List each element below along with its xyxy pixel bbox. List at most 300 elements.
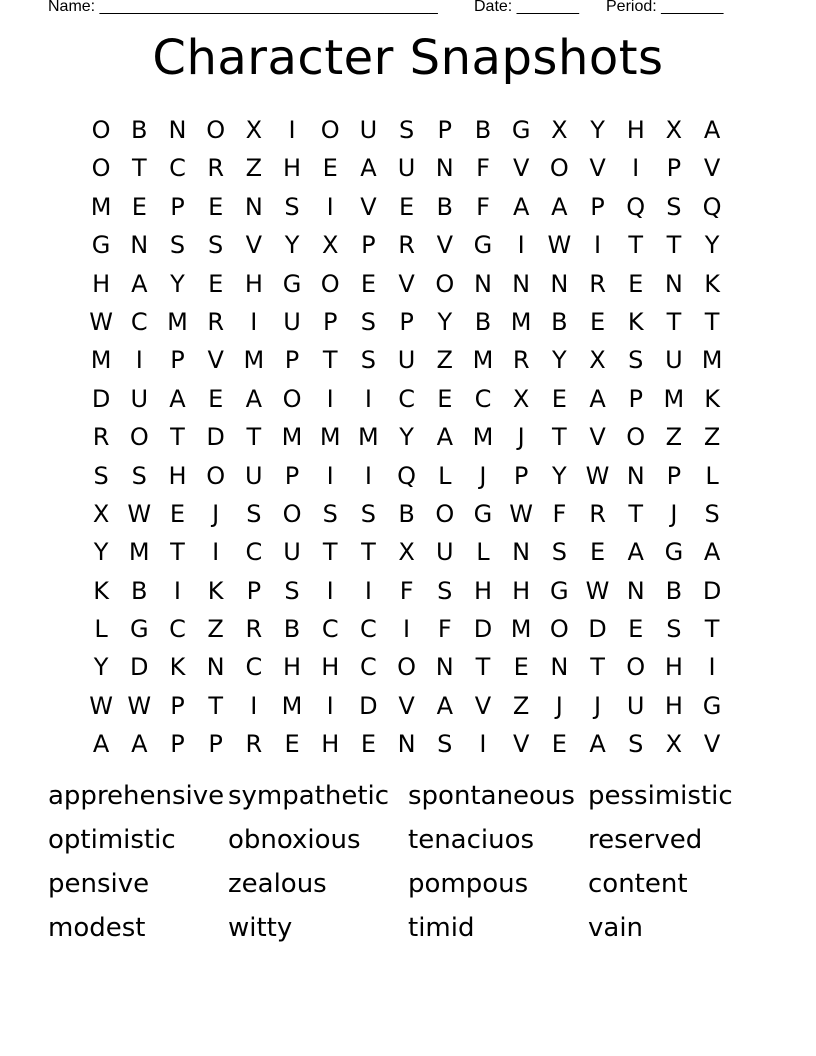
grid-letter: P bbox=[361, 231, 376, 260]
grid-letter: C bbox=[474, 384, 492, 413]
grid-letter: V bbox=[589, 423, 606, 452]
grid-letter: P bbox=[170, 346, 185, 375]
word-bank-item: obnoxious bbox=[228, 825, 361, 855]
grid-letter: C bbox=[245, 538, 263, 567]
word-bank-item: timid bbox=[408, 913, 475, 943]
grid-letter: W bbox=[585, 461, 610, 490]
grid-letter: S bbox=[284, 192, 300, 221]
grid-letter: E bbox=[513, 653, 529, 682]
grid-letter: M bbox=[358, 423, 379, 452]
grid-letter: T bbox=[170, 538, 185, 567]
grid-letter: U bbox=[283, 538, 301, 567]
grid-letter: A bbox=[436, 423, 453, 452]
grid-letter: H bbox=[92, 269, 111, 298]
page-title: Character Snapshots bbox=[152, 30, 664, 86]
grid-letter: T bbox=[208, 691, 223, 720]
grid-letter: H bbox=[283, 154, 302, 183]
grid-letter: D bbox=[206, 423, 225, 452]
grid-letter: U bbox=[130, 384, 149, 413]
grid-letter: K bbox=[627, 307, 644, 336]
grid-letter: V bbox=[512, 154, 530, 183]
grid-letter: B bbox=[283, 615, 301, 644]
grid-letter: R bbox=[512, 346, 530, 375]
grid-letter: B bbox=[131, 116, 148, 144]
grid-letter: S bbox=[398, 116, 415, 144]
grid-letter: G bbox=[282, 269, 302, 298]
grid-row bbox=[82, 613, 731, 651]
grid-letter: A bbox=[627, 538, 644, 567]
grid-row bbox=[82, 575, 731, 613]
grid-letter: S bbox=[628, 730, 644, 759]
grid-letter: U bbox=[665, 346, 683, 375]
grid-letter: H bbox=[664, 653, 683, 682]
grid-letter: T bbox=[552, 423, 567, 452]
grid-row bbox=[82, 191, 731, 229]
grid-letter: M bbox=[472, 423, 494, 452]
grid-letter: P bbox=[628, 384, 643, 413]
grid-letter: O bbox=[435, 499, 455, 528]
grid-letter: A bbox=[512, 192, 530, 221]
grid-letter: C bbox=[398, 384, 415, 413]
grid-row bbox=[82, 536, 731, 574]
word-bank-item: vain bbox=[588, 913, 644, 943]
grid-letter: T bbox=[322, 538, 338, 567]
grid-letter: K bbox=[704, 384, 720, 413]
grid-letter: F bbox=[552, 499, 567, 528]
grid-letter: D bbox=[473, 615, 493, 644]
word-bank-item: pessimistic bbox=[588, 781, 733, 811]
name-field-label: Name: ______________________________________ bbox=[48, 0, 438, 15]
word-bank-item: content bbox=[588, 869, 688, 899]
grid-letter: N bbox=[512, 269, 531, 298]
grid-letter: H bbox=[473, 576, 492, 605]
grid-letter: N bbox=[512, 538, 531, 567]
grid-letter: B bbox=[665, 576, 683, 605]
grid-letter: U bbox=[626, 691, 645, 720]
grid-letter: D bbox=[91, 384, 111, 413]
grid-letter: S bbox=[704, 499, 720, 528]
grid-letter: T bbox=[131, 154, 147, 183]
grid-letter: S bbox=[208, 231, 224, 260]
grid-letter: I bbox=[364, 461, 372, 490]
grid-letter: Y bbox=[284, 231, 300, 260]
grid-letter: N bbox=[206, 653, 225, 682]
grid-letter: T bbox=[590, 653, 605, 682]
grid-letter: P bbox=[170, 192, 185, 221]
grid-letter: X bbox=[589, 346, 606, 375]
grid-letter: Y bbox=[170, 269, 185, 298]
grid-letter: Q bbox=[397, 461, 417, 490]
grid-letter: I bbox=[632, 154, 640, 183]
grid-letter: T bbox=[704, 307, 720, 336]
grid-letter: R bbox=[207, 307, 224, 336]
word-bank-item: modest bbox=[48, 913, 146, 943]
grid-letter: C bbox=[321, 615, 339, 644]
grid-letter: M bbox=[90, 192, 112, 221]
grid-letter: X bbox=[245, 116, 263, 144]
grid-letter: W bbox=[585, 576, 610, 605]
grid-letter: X bbox=[512, 384, 530, 413]
word-bank-item: witty bbox=[228, 913, 293, 943]
grid-letter: Y bbox=[93, 538, 109, 567]
grid-letter: A bbox=[131, 269, 148, 298]
grid-letter: X bbox=[398, 538, 415, 567]
grid-letter: K bbox=[704, 269, 720, 298]
grid-letter: B bbox=[474, 307, 492, 336]
grid-letter: E bbox=[437, 384, 453, 413]
word-bank-item: optimistic bbox=[48, 825, 176, 855]
grid-letter: H bbox=[321, 730, 340, 759]
grid-letter: I bbox=[326, 691, 334, 720]
grid-letter: O bbox=[626, 423, 646, 452]
grid-letter: I bbox=[250, 307, 258, 336]
grid-letter: H bbox=[512, 576, 531, 605]
grid-letter: A bbox=[589, 384, 606, 413]
grid-letter: V bbox=[398, 269, 415, 298]
grid-letter: R bbox=[245, 615, 263, 644]
grid-letter: U bbox=[397, 346, 416, 375]
grid-letter: T bbox=[361, 538, 376, 567]
grid-letter: L bbox=[476, 538, 490, 567]
grid-letter: O bbox=[549, 615, 569, 644]
grid-letter: F bbox=[476, 154, 490, 183]
grid-letter: P bbox=[246, 576, 262, 605]
grid-letter: D bbox=[359, 691, 378, 720]
grid-letter: E bbox=[628, 615, 644, 644]
grid-letter: M bbox=[510, 615, 532, 644]
grid-letter: L bbox=[705, 461, 719, 490]
grid-letter: R bbox=[589, 269, 606, 298]
grid-letter: Z bbox=[245, 154, 263, 183]
grid-letter: I bbox=[173, 576, 181, 605]
grid-letter: A bbox=[589, 730, 606, 759]
grid-letter: P bbox=[513, 461, 529, 490]
grid-row bbox=[82, 690, 731, 728]
grid-letter: I bbox=[326, 384, 334, 413]
grid-letter: Y bbox=[552, 461, 567, 490]
grid-letter: M bbox=[243, 346, 265, 375]
grid-letter: M bbox=[663, 384, 685, 413]
grid-letter: N bbox=[626, 461, 645, 490]
grid-letter: I bbox=[250, 691, 258, 720]
grid-letter: N bbox=[244, 192, 263, 221]
grid-letter: F bbox=[476, 192, 490, 221]
grid-letter: V bbox=[245, 231, 263, 260]
grid-letter: E bbox=[360, 730, 376, 759]
grid-letter: O bbox=[206, 461, 226, 490]
grid-row bbox=[82, 460, 731, 498]
grid-letter: I bbox=[593, 231, 602, 260]
grid-letter: C bbox=[130, 307, 148, 336]
grid-letter: E bbox=[589, 538, 606, 567]
grid-letter: J bbox=[593, 691, 602, 720]
grid-letter: W bbox=[547, 231, 572, 260]
grid-letter: V bbox=[360, 192, 377, 221]
grid-letter: G bbox=[91, 231, 111, 260]
grid-letter: V bbox=[207, 346, 224, 375]
word-bank-item: zealous bbox=[228, 869, 327, 899]
grid-letter: N bbox=[473, 269, 492, 298]
grid-letter: A bbox=[245, 384, 263, 413]
grid-letter: Z bbox=[665, 423, 683, 452]
grid-letter: U bbox=[397, 154, 416, 183]
word-bank-item: reserved bbox=[588, 825, 703, 855]
grid-letter: N bbox=[626, 576, 645, 605]
grid-letter: T bbox=[628, 231, 644, 260]
grid-letter: T bbox=[666, 307, 682, 336]
grid-letter: I bbox=[212, 538, 220, 567]
grid-letter: P bbox=[284, 346, 300, 375]
grid-letter: X bbox=[321, 231, 339, 260]
grid-letter: N bbox=[550, 653, 569, 682]
grid-letter: M bbox=[90, 346, 112, 375]
grid-row bbox=[82, 498, 731, 536]
grid-letter: O bbox=[549, 154, 569, 183]
grid-letter: S bbox=[360, 307, 377, 336]
grid-letter: A bbox=[169, 384, 186, 413]
grid-letter: Q bbox=[702, 192, 722, 221]
grid-letter: B bbox=[551, 307, 568, 336]
grid-letter: R bbox=[207, 154, 224, 183]
grid-letter: W bbox=[89, 307, 113, 336]
grid-letter: Y bbox=[93, 653, 109, 682]
grid-letter: S bbox=[666, 192, 682, 221]
grid-letter: N bbox=[435, 653, 454, 682]
grid-letter: F bbox=[399, 576, 414, 605]
grid-letter: K bbox=[93, 576, 109, 605]
grid-letter: Z bbox=[512, 691, 530, 720]
grid-letter: G bbox=[550, 576, 569, 605]
grid-letter: O bbox=[282, 499, 302, 528]
grid-letter: P bbox=[170, 730, 185, 759]
grid-row bbox=[82, 421, 731, 459]
grid-letter: Z bbox=[703, 423, 721, 452]
word-bank-item: tenaciuos bbox=[408, 825, 535, 855]
grid-letter: X bbox=[551, 116, 568, 144]
grid-letter: M bbox=[319, 423, 341, 452]
grid-letter: J bbox=[555, 691, 563, 720]
grid-letter: O bbox=[91, 154, 111, 183]
grid-letter: T bbox=[704, 615, 720, 644]
grid-letter: G bbox=[702, 691, 722, 720]
grid-letter: C bbox=[360, 615, 377, 644]
grid-row bbox=[82, 114, 731, 152]
grid-letter: W bbox=[89, 691, 113, 720]
grid-letter: I bbox=[326, 576, 334, 605]
grid-letter: M bbox=[281, 691, 303, 720]
grid-letter: C bbox=[169, 615, 186, 644]
grid-letter: V bbox=[589, 154, 606, 183]
grid-letter: X bbox=[665, 730, 683, 759]
grid-letter: E bbox=[208, 384, 224, 413]
grid-letter: E bbox=[284, 730, 300, 759]
grid-letter: N bbox=[664, 269, 683, 298]
grid-letter: P bbox=[437, 116, 453, 144]
grid-letter: G bbox=[473, 499, 493, 528]
grid-letter: M bbox=[128, 538, 150, 567]
grid-letter: T bbox=[628, 499, 644, 528]
grid-letter: V bbox=[398, 691, 415, 720]
grid-letter: R bbox=[245, 730, 263, 759]
grid-letter: P bbox=[322, 307, 338, 336]
grid-letter: D bbox=[130, 653, 149, 682]
word-search-grid bbox=[82, 114, 731, 767]
grid-letter: O bbox=[282, 384, 302, 413]
grid-letter: E bbox=[169, 499, 186, 528]
grid-letter: U bbox=[359, 116, 378, 144]
grid-letter: H bbox=[626, 116, 645, 144]
grid-letter: E bbox=[589, 307, 606, 336]
grid-letter: S bbox=[628, 346, 644, 375]
grid-letter: A bbox=[703, 538, 721, 567]
grid-letter: P bbox=[666, 461, 682, 490]
grid-letter: M bbox=[281, 423, 303, 452]
grid-letter: O bbox=[435, 269, 455, 298]
grid-letter: S bbox=[284, 576, 300, 605]
grid-letter: V bbox=[703, 730, 721, 759]
grid-letter: O bbox=[320, 116, 340, 144]
grid-letter: U bbox=[283, 307, 301, 336]
grid-letter: E bbox=[399, 192, 415, 221]
grid-letter: G bbox=[511, 116, 531, 144]
grid-letter: X bbox=[92, 499, 110, 528]
grid-letter: D bbox=[702, 576, 722, 605]
grid-letter: V bbox=[474, 691, 492, 720]
grid-letter: O bbox=[91, 116, 111, 144]
grid-row bbox=[82, 728, 731, 766]
grid-letter: E bbox=[551, 384, 567, 413]
grid-letter: V bbox=[703, 154, 721, 183]
grid-letter: E bbox=[322, 154, 338, 183]
grid-letter: I bbox=[326, 461, 334, 490]
grid-letter: A bbox=[551, 192, 568, 221]
grid-letter: L bbox=[94, 615, 108, 644]
grid-letter: Q bbox=[626, 192, 646, 221]
grid-letter: M bbox=[701, 346, 723, 375]
grid-letter: H bbox=[283, 653, 302, 682]
grid-row bbox=[82, 344, 731, 382]
grid-letter: S bbox=[246, 499, 262, 528]
grid-letter: G bbox=[473, 231, 493, 260]
grid-letter: A bbox=[131, 730, 148, 759]
grid-letter: T bbox=[475, 653, 491, 682]
grid-letter: N bbox=[435, 154, 454, 183]
grid-row bbox=[82, 152, 731, 190]
grid-letter: E bbox=[208, 269, 224, 298]
grid-letter: S bbox=[551, 538, 567, 567]
grid-letter: I bbox=[517, 231, 525, 260]
grid-letter: X bbox=[665, 116, 683, 144]
grid-letter: H bbox=[244, 269, 263, 298]
grid-letter: K bbox=[207, 576, 224, 605]
word-bank-item: apprehensive bbox=[48, 781, 225, 811]
grid-letter: R bbox=[398, 231, 415, 260]
grid-letter: M bbox=[167, 307, 188, 336]
grid-letter: I bbox=[708, 653, 716, 682]
grid-letter: O bbox=[320, 269, 340, 298]
grid-letter: G bbox=[664, 538, 684, 567]
word-bank bbox=[48, 780, 768, 944]
grid-letter: E bbox=[131, 192, 147, 221]
grid-letter: I bbox=[135, 346, 143, 375]
grid-letter: B bbox=[474, 116, 492, 144]
grid-letter: J bbox=[479, 461, 487, 490]
grid-letter: W bbox=[127, 499, 152, 528]
grid-letter: N bbox=[397, 730, 416, 759]
word-bank-item: spontaneous bbox=[408, 781, 575, 811]
grid-letter: W bbox=[509, 499, 534, 528]
grid-letter: W bbox=[127, 691, 152, 720]
grid-letter: A bbox=[92, 730, 110, 759]
period-field-label: Period: _______ bbox=[606, 0, 724, 15]
grid-letter: H bbox=[168, 461, 187, 490]
grid-letter: S bbox=[322, 499, 338, 528]
grid-letter: H bbox=[664, 691, 683, 720]
grid-letter: S bbox=[437, 730, 453, 759]
grid-row bbox=[82, 651, 731, 689]
grid-letter: J bbox=[517, 423, 525, 452]
grid-letter: E bbox=[628, 269, 644, 298]
grid-letter: I bbox=[364, 384, 372, 413]
grid-letter: O bbox=[397, 653, 417, 682]
grid-letter: V bbox=[512, 730, 530, 759]
grid-letter: Y bbox=[399, 423, 414, 452]
grid-letter: G bbox=[129, 615, 149, 644]
grid-letter: I bbox=[479, 730, 487, 759]
grid-letter: V bbox=[436, 231, 453, 260]
word-bank-item: pensive bbox=[48, 869, 150, 899]
grid-letter: T bbox=[246, 423, 262, 452]
grid-letter: C bbox=[245, 653, 263, 682]
grid-letter: P bbox=[208, 730, 223, 759]
grid-letter: T bbox=[170, 423, 185, 452]
grid-letter: J bbox=[212, 499, 220, 528]
grid-letter: E bbox=[208, 192, 224, 221]
grid-letter: E bbox=[551, 730, 567, 759]
grid-letter: Y bbox=[704, 231, 720, 260]
word-bank-item: pompous bbox=[408, 869, 529, 899]
grid-letter: M bbox=[510, 307, 532, 336]
grid-letter: L bbox=[438, 461, 452, 490]
grid-letter: N bbox=[550, 269, 569, 298]
grid-letter: I bbox=[364, 576, 372, 605]
grid-letter: S bbox=[437, 576, 453, 605]
grid-letter: Y bbox=[590, 116, 605, 144]
grid-letter: S bbox=[666, 615, 682, 644]
grid-letter: I bbox=[326, 192, 334, 221]
grid-row bbox=[82, 268, 731, 306]
grid-letter: F bbox=[437, 615, 452, 644]
grid-row bbox=[82, 306, 731, 344]
grid-letter: H bbox=[321, 653, 340, 682]
grid-row bbox=[82, 229, 731, 267]
grid-letter: N bbox=[130, 231, 149, 260]
grid-letter: T bbox=[322, 346, 338, 375]
grid-letter: P bbox=[399, 307, 414, 336]
grid-letter: C bbox=[360, 653, 377, 682]
grid-letter: O bbox=[206, 116, 226, 144]
grid-letter: O bbox=[626, 653, 646, 682]
grid-letter: B bbox=[398, 499, 415, 528]
grid-letter: S bbox=[169, 231, 186, 260]
grid-letter: B bbox=[436, 192, 454, 221]
grid-letter: E bbox=[360, 269, 376, 298]
grid-letter: U bbox=[435, 538, 454, 567]
word-bank-item: sympathetic bbox=[228, 781, 390, 811]
grid-letter: P bbox=[590, 192, 605, 221]
grid-row bbox=[82, 383, 731, 421]
grid-letter: R bbox=[92, 423, 110, 452]
